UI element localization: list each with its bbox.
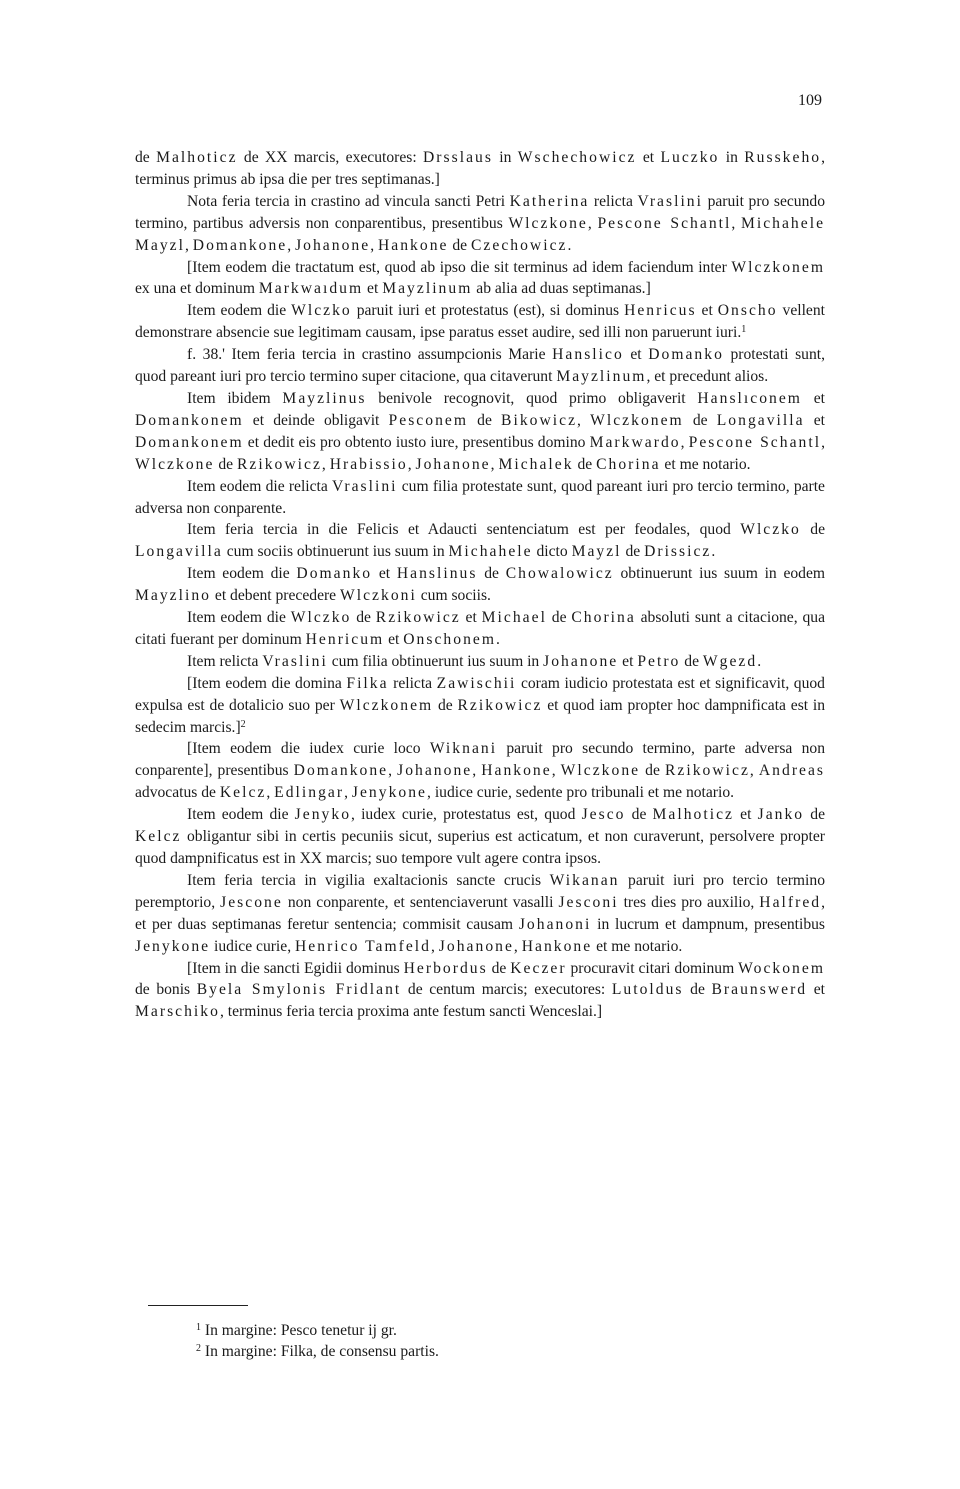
text-run: de (214, 455, 237, 473)
paragraph (135, 519, 825, 563)
proper-name: Henricum (305, 630, 385, 648)
text-run: de (487, 959, 511, 977)
proper-name: Mayzlino (135, 587, 211, 605)
text-run: . (711, 543, 716, 561)
proper-name: Vraslini (332, 477, 398, 495)
text-run: de (433, 696, 458, 714)
text-run: , (321, 455, 330, 473)
proper-name: Wschechowicz (517, 149, 637, 166)
proper-name: Onschonem (403, 630, 497, 648)
proper-name: Markwaıdum (258, 280, 364, 298)
proper-name: Hanslıconem (697, 389, 802, 407)
text-run: , (287, 236, 296, 254)
proper-name: Herbordus (403, 959, 488, 977)
text-run: . (757, 652, 762, 670)
proper-name: Wlczkonem (590, 411, 684, 429)
text-run: et quod iam propter hoc dampnificata est in sedecim marcis.] (135, 696, 826, 736)
text-run: Item relicta (187, 652, 263, 670)
proper-name: Vraslini (262, 652, 328, 670)
text-run: Item eodem die (187, 806, 295, 824)
proper-name: Malhoticz (156, 149, 238, 166)
text-run: , et per duas septimanas feretur sentencia; commisit causam (135, 893, 826, 933)
proper-name: Mayzlinus (282, 389, 367, 407)
proper-name: Domankone (293, 762, 389, 780)
text-run: . (567, 236, 572, 254)
text-run: , (266, 784, 275, 802)
text-run: Item eodem die relicta (187, 477, 333, 495)
text-run: , (731, 214, 741, 232)
text-run: relicta (589, 192, 638, 210)
text-run: Item ibidem (187, 389, 283, 407)
text-run: [Item eodem die domina (187, 674, 347, 692)
proper-name: Hankone (481, 762, 552, 780)
proper-name: Hanslico (552, 346, 624, 364)
proper-name: Mayzlinum (556, 368, 647, 386)
proper-name: Chorina (571, 609, 636, 627)
footnote (196, 1320, 816, 1341)
text-run: , terminus feria tercia proxima ante festum sancti Wenceslai.] (219, 1003, 603, 1021)
text-run: de XX marcis, executores: (237, 149, 424, 166)
footnote-text: In margine: Pesco tenetur ij gr. (204, 1322, 397, 1339)
proper-name: Domankone (192, 236, 288, 254)
proper-name: Katherina (509, 192, 590, 210)
paragraph (135, 300, 825, 344)
footnote (196, 1341, 816, 1362)
text-run: cum filia obtinuerunt ius suum in (327, 652, 544, 670)
text-run: , iudice curie, sedente pro tribunali et me notario. (427, 784, 735, 802)
text-run: advocatus de (135, 784, 220, 802)
proper-name: Michahele Mayzl (135, 214, 826, 254)
proper-name: Pescone Schantl (688, 433, 822, 451)
text-run: obligantur sibi in certis pecuniis sicut, superius est acticatum, et non curaverunt, persolvere propter quod dampnificatus est in XX marcis; suo tempore vult agere contra ipsos. (135, 828, 825, 867)
proper-name: Wlczko (740, 521, 801, 539)
text-run: cum sociis obtinuerunt ius suum in (222, 543, 449, 561)
text-run: de (804, 806, 826, 824)
text-run: Item eodem die (187, 302, 292, 320)
paragraph (135, 257, 825, 301)
text-run: de (625, 806, 653, 824)
text-run: , (490, 455, 499, 473)
proper-name: Jenykone (351, 784, 428, 802)
text-run: Item feria tercia in vigilia exaltacionis sancte crucis (187, 871, 550, 889)
proper-name: Wlczkone (508, 214, 588, 232)
text-run: protestati sunt, quod pareant iuri pro tercio termino super citacione, qua citaverunt (135, 346, 825, 386)
paragraph (135, 476, 825, 520)
text-run: tres dies pro auxilio, (618, 893, 760, 911)
proper-name: Marschiko (135, 1003, 220, 1021)
text-run: Item eodem die (187, 609, 291, 627)
text-run: non conparente, et sentenciaverunt vasalli (282, 893, 559, 911)
proper-name: Drsslaus (423, 149, 493, 166)
proper-name: Domanko (648, 346, 724, 364)
proper-name: Henricus (624, 302, 697, 320)
proper-name: Johanone (415, 455, 491, 473)
text-run: relicta (388, 674, 437, 692)
proper-name: Jesconi (558, 893, 619, 911)
proper-name: Luczko (660, 149, 720, 166)
proper-name: Wockonem (738, 959, 825, 977)
proper-name: Drissicz (644, 543, 712, 561)
proper-name: Rzikowicz (236, 455, 322, 473)
text-run: de (546, 609, 572, 627)
text-run: [Item eodem die iudex curie loco (187, 740, 430, 758)
proper-name: Bikowicz (501, 411, 578, 429)
paragraph (135, 388, 825, 476)
proper-name: Czechowicz (471, 236, 568, 254)
text-run: [Item eodem die tractatum est, quod ab ipso die sit terminus ad idem faciendum inter (187, 258, 732, 276)
text-run: cum sociis. (416, 587, 491, 605)
text-run: paruit pro secundo termino, parte adversa non conparente], presentibus (135, 740, 825, 780)
text-run: et me notario. (592, 937, 683, 955)
text-run: et (618, 652, 638, 670)
text-run: , (680, 433, 689, 451)
proper-name: Hanslinus (396, 565, 478, 583)
text-run: , (431, 937, 439, 955)
proper-name: Jesco (581, 806, 626, 824)
text-run: ex una et dominum (135, 280, 259, 298)
proper-name: Rzikowicz (457, 696, 543, 714)
proper-name: Johanone (295, 236, 371, 254)
proper-name: Braunswerd (711, 981, 808, 999)
proper-name: Edlingar (274, 784, 345, 802)
text-run: de (680, 652, 703, 670)
proper-name: Jenykone (135, 937, 211, 955)
proper-name: Onscho (717, 302, 778, 320)
text-run: , (388, 762, 398, 780)
text-run: , terminus primus ab ipsa die per tres septimanas.] (135, 149, 825, 188)
text-run: et (623, 346, 649, 364)
proper-name: Johanone (438, 937, 514, 955)
text-run: et me notario. (660, 455, 751, 473)
text-run: de (351, 609, 376, 627)
text-run: Nota feria tercia in crastino ad vincula sancti Petri (187, 192, 510, 210)
proper-name: Russkeho (744, 149, 822, 166)
text-run: , iudex curie, protestatus est, quod (351, 806, 582, 824)
text-run: et (636, 149, 661, 166)
paragraph (135, 673, 825, 739)
paragraph (135, 147, 825, 191)
paragraph (135, 870, 825, 958)
proper-name: Andreas (758, 762, 826, 780)
proper-name: Filka (346, 674, 389, 692)
text-run: paruit pro secundo termino, partibus adversis non conparentibus, presentibus (135, 192, 825, 232)
text-run: , (749, 762, 759, 780)
proper-name: Domanko (296, 565, 373, 583)
proper-name: Johanone (543, 652, 619, 670)
proper-name: Markwardo (589, 433, 681, 451)
text-run: ab alia ad duas septimanas.] (472, 280, 651, 298)
proper-name: Malhoticz (652, 806, 735, 824)
text-run: , (551, 762, 561, 780)
text-run: , (407, 455, 416, 473)
text-run: iudice curie, (210, 937, 295, 955)
text-run: in (719, 149, 745, 166)
proper-name: Halfred (759, 893, 822, 911)
proper-name: Pesconem (388, 411, 468, 429)
text-run: procuravit citari dominum (566, 959, 739, 977)
proper-name: Kelcz (219, 784, 267, 802)
proper-name: Wlczko (291, 302, 352, 320)
text-run: et deinde obligavit (243, 411, 389, 429)
text-run: de (573, 455, 597, 473)
paragraph (135, 344, 825, 388)
text-run: , (184, 236, 193, 254)
text-run: cum filia protestate sunt, quod pareant iuri pro tercio termino, parte adversa non conparente. (135, 477, 825, 517)
text-run: de centum marcis; executores: (401, 981, 612, 999)
text-run: in lucrum et dampnum, presentibus (591, 915, 826, 933)
text-run: et (372, 565, 397, 583)
proper-name: Wlczkonem (731, 258, 825, 276)
text-run: de (683, 981, 712, 999)
proper-name: Vraslini (637, 192, 703, 210)
text-run: et (460, 609, 482, 627)
text-run: de (800, 521, 825, 539)
text-run: et (801, 389, 825, 407)
text-run: . (496, 630, 500, 648)
proper-name: Jescone (220, 893, 283, 911)
proper-name: Longavilla (716, 411, 805, 429)
text-run: Item feria tercia in die Felicis et Adaucti sentenciatum est per feodales, quod (187, 521, 741, 539)
text-run: , (344, 784, 352, 802)
proper-name: Domankonem (135, 411, 244, 429)
footnote-mark: 1 (196, 1322, 201, 1333)
paragraph (135, 651, 825, 673)
text-run: et (734, 806, 758, 824)
proper-name: Wlczkonem (339, 696, 434, 714)
proper-name: Wlczkone (135, 455, 215, 473)
text-run: et (807, 981, 825, 999)
text-run: dicto (532, 543, 572, 561)
proper-name: Wlczkoni (340, 587, 417, 605)
text-run: f. 38.' Item feria tercia in crastino assumpcionis Marie (187, 346, 553, 364)
text-run: , (472, 762, 482, 780)
proper-name: Henrico Tamfeld (295, 937, 431, 955)
proper-name: Rzikowicz (664, 762, 750, 780)
footnote-mark: 2 (196, 1343, 201, 1354)
text-run: et (696, 302, 718, 320)
proper-name: Keczer (510, 959, 567, 977)
paragraph (135, 804, 825, 870)
proper-name: Wgezd (702, 652, 758, 670)
text-run: de (640, 762, 665, 780)
text-run: in (492, 149, 518, 166)
footnote-ref: 1 (741, 324, 747, 336)
text-run: de (477, 565, 506, 583)
proper-name: Petro (637, 652, 681, 670)
text-run: paruit iuri pro tercio termino peremptorio, (135, 871, 825, 911)
footnote-text: In margine: Filka, de consensu partis. (204, 1343, 439, 1360)
proper-name: Johanoni (518, 915, 592, 933)
text-run: de (448, 236, 471, 254)
proper-name: Lutoldus (611, 981, 684, 999)
text-run: et dedit eis pro obtento iusto iure, presentibus domino (243, 433, 590, 451)
text-run: de (135, 149, 157, 166)
paragraph (135, 191, 825, 257)
text-run: , (821, 433, 825, 451)
proper-name: Kelcz (135, 828, 182, 846)
text-run: , (577, 411, 591, 429)
proper-name: Michalek (498, 455, 574, 473)
proper-name: Wlczkone (560, 762, 641, 780)
paragraph (135, 563, 825, 607)
text-run: , et precedunt alios. (646, 368, 769, 386)
text-run: vellent demonstrare absencie sue legitimam causam, ipse paratus esset audire, sed illi non paruerunt iuri. (135, 302, 825, 342)
proper-name: Mayzl (571, 543, 622, 561)
proper-name: Wlczko (290, 609, 352, 627)
page-number: 109 (798, 92, 822, 109)
text-run: obtinuerunt ius suum in eodem (613, 565, 826, 583)
footnotes (196, 1320, 816, 1362)
proper-name: Byela Smylonis Fridlant (196, 981, 402, 999)
proper-name: Hrabissio (329, 455, 408, 473)
proper-name: Michahele (448, 543, 533, 561)
proper-name: Chorina (596, 455, 661, 473)
proper-name: Wiknani (429, 740, 498, 758)
text-run: et debent precedere (211, 587, 340, 605)
footnote-divider (148, 1305, 248, 1306)
text-run: et (363, 280, 383, 298)
proper-name: Janko (757, 806, 805, 824)
text-run: , (370, 236, 378, 254)
body-text (135, 147, 825, 1023)
proper-name: Longavilla (135, 543, 223, 561)
paragraph (135, 958, 825, 1024)
proper-name: Hankone (377, 236, 449, 254)
proper-name: Wikanan (549, 871, 620, 889)
paragraph (135, 738, 825, 804)
footnote-ref: 2 (240, 718, 246, 730)
text-run: de bonis (135, 981, 197, 999)
proper-name: Chowalowicz (505, 565, 614, 583)
text-run: [Item in die sancti Egidii dominus (187, 959, 404, 977)
proper-name: Domankonem (135, 433, 244, 451)
proper-name: Zawischii (436, 674, 517, 692)
proper-name: Pescone Schantl (597, 214, 732, 232)
proper-name: Rzikowicz (375, 609, 461, 627)
text-run: Item eodem die (187, 565, 297, 583)
text-run: , (587, 214, 598, 232)
text-run: de (621, 543, 645, 561)
proper-name: Mayzlinum (382, 280, 473, 298)
text-run: coram iudicio protestata est et significavit, quod expulsa est de dotalicio suo per (135, 674, 825, 714)
text-run: de (683, 411, 717, 429)
proper-name: Johanone (397, 762, 473, 780)
paragraph (135, 607, 825, 651)
text-run: et (804, 411, 826, 429)
text-run: , (513, 937, 522, 955)
proper-name: Jenyko (294, 806, 352, 824)
text-run: benivole recognovit, quod primo obligaverit (366, 389, 698, 407)
text-run: de (468, 411, 502, 429)
text-run: et (384, 630, 404, 648)
text-run: absoluti sunt a citacione, qua citati fuerant per dominum (135, 609, 825, 648)
text-run: paruit iuri et protestatus (est), si dominus (351, 302, 625, 320)
proper-name: Michael (481, 609, 547, 627)
proper-name: Hankone (521, 937, 593, 955)
